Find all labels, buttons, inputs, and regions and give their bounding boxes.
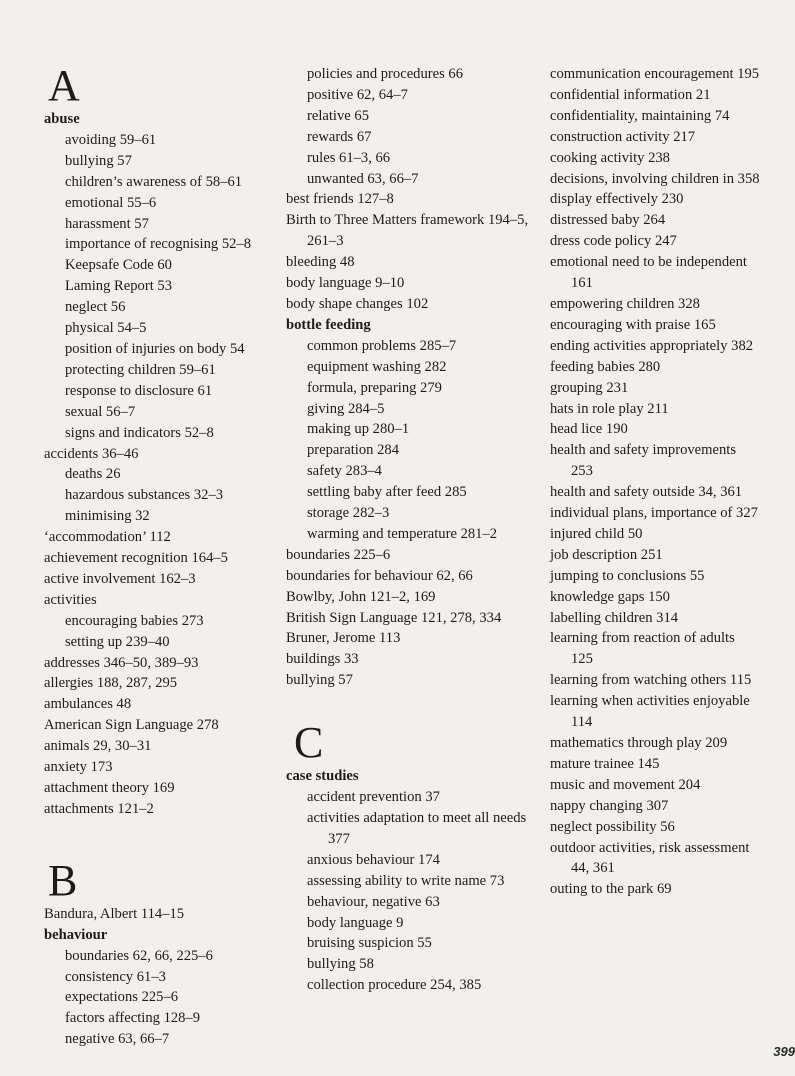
index-entry: individual plans, importance of 327 xyxy=(550,505,758,522)
index-entry: knowledge gaps 150 xyxy=(550,588,670,605)
index-entry: mathematics through play 209 xyxy=(550,735,728,751)
index-entry: head lice 190 xyxy=(550,421,628,438)
index-entry: Bandura, Albert 114–15 xyxy=(44,905,185,922)
index-subentry: sexual 56–7 xyxy=(65,403,136,420)
index-subentry: safety 283–4 xyxy=(307,463,382,480)
index-subentry: children’s awareness of 58–61 xyxy=(65,173,243,190)
index-subentry: neglect 56 xyxy=(65,299,126,316)
index-entry: dress code policy 247 xyxy=(550,233,677,250)
index-subentry: importance of recognising 52–8 xyxy=(65,236,252,253)
index-entry: learning when activities enjoyable 114 xyxy=(550,693,750,731)
index-entry: feeding babies 280 xyxy=(550,358,661,375)
index-subentry: setting up 239–40 xyxy=(65,633,170,650)
page-number: 399 xyxy=(773,1044,795,1059)
index-entry: American Sign Language 278 xyxy=(44,717,219,734)
index-entry: ambulances 48 xyxy=(44,696,132,713)
index-entry: nappy changing 307 xyxy=(550,797,669,814)
index-subentry: Keepsafe Code 60 xyxy=(65,257,172,274)
index-subentry: storage 282–3 xyxy=(307,505,390,522)
index-subentry: protecting children 59–61 xyxy=(65,361,216,378)
index-subentry: behaviour, negative 63 xyxy=(307,893,440,910)
section-spacer xyxy=(286,691,532,721)
index-entry: display effectively 230 xyxy=(550,191,684,208)
index-subentry: physical 54–5 xyxy=(65,320,147,337)
index-entry: body shape changes 102 xyxy=(286,295,429,312)
index-subentry: harassment 57 xyxy=(65,215,149,232)
index-entry: active involvement 162–3 xyxy=(44,570,196,587)
index-subentry: boundaries 62, 66, 225–6 xyxy=(65,947,213,964)
index-entry: hats in role play 211 xyxy=(550,400,669,417)
index-entry: cooking activity 238 xyxy=(550,149,670,166)
index-entry: boundaries 225–6 xyxy=(286,546,391,563)
index-heading: abuse xyxy=(44,111,80,127)
index-entry: best friends 127–8 xyxy=(286,191,394,208)
index-entry: decisions, involving children in 358 xyxy=(550,170,760,187)
index-entry: distressed baby 264 xyxy=(550,212,666,229)
index-subentry: preparation 284 xyxy=(307,442,399,459)
index-entry: boundaries for behaviour 62, 66 xyxy=(286,567,473,584)
index-column-2 xyxy=(286,64,532,996)
index-subentry: giving 284–5 xyxy=(307,400,385,417)
index-entry: learning from watching others 115 xyxy=(550,672,752,689)
index-entry: bullying 57 xyxy=(286,672,353,689)
index-entry: ending activities appropriately 382 xyxy=(550,337,754,354)
index-entry: ‘accommodation’ 112 xyxy=(44,529,171,546)
index-entry: anxiety 173 xyxy=(44,759,113,776)
index-subentry: expectations 225–6 xyxy=(65,989,179,1006)
index-entry: health and safety outside 34, 361 xyxy=(550,484,743,501)
index-subentry: Laming Report 53 xyxy=(65,278,173,295)
index-subentry: bruising suspicion 55 xyxy=(307,935,432,952)
index-entry: labelling children 314 xyxy=(550,609,679,626)
index-entry: animals 29, 30–31 xyxy=(44,738,152,755)
section-letter: B xyxy=(48,855,78,905)
section-letter: C xyxy=(294,718,324,768)
index-subentry: signs and indicators 52–8 xyxy=(65,424,214,441)
index-subentry: bullying 57 xyxy=(65,152,132,169)
index-subentry: accident prevention 37 xyxy=(307,789,440,806)
index-entry: construction activity 217 xyxy=(550,128,696,145)
index-subentry: factors affecting 128–9 xyxy=(65,1010,201,1027)
index-subentry: positive 62, 64–7 xyxy=(307,86,408,103)
index-entry: allergies 188, 287, 295 xyxy=(44,675,178,692)
index-entry: empowering children 328 xyxy=(550,295,700,312)
index-entry: jumping to conclusions 55 xyxy=(550,567,705,584)
index-entry: confidential information 21 xyxy=(550,86,711,103)
index-heading: case studies xyxy=(286,768,359,785)
section-letter: A xyxy=(48,61,80,110)
index-entry: buildings 33 xyxy=(286,651,359,668)
index-subentry: rewards 67 xyxy=(307,128,372,145)
index-subentry: encouraging babies 273 xyxy=(65,612,204,629)
index-column-1 xyxy=(44,61,280,1050)
index-subentry: hazardous substances 32–3 xyxy=(65,487,224,504)
index-entry: outdoor activities, risk assessment 44, 361 xyxy=(550,839,750,877)
index-entry: music and movement 204 xyxy=(550,776,701,793)
index-entry: confidentiality, maintaining 74 xyxy=(550,107,730,124)
section-spacer xyxy=(44,820,280,859)
index-subentry: activities adaptation to meet all needs 377 xyxy=(307,810,527,847)
index-heading: behaviour xyxy=(44,926,108,943)
index-entry: grouping 231 xyxy=(550,379,629,396)
index-entry: learning from reaction of adults 125 xyxy=(550,630,735,668)
index-subentry: making up 280–1 xyxy=(307,421,410,438)
index-subentry: position of injuries on body 54 xyxy=(65,340,245,357)
index-entry: injured child 50 xyxy=(550,525,643,542)
index-entry: bleeding 48 xyxy=(286,254,355,271)
index-entry: outing to the park 69 xyxy=(550,881,672,898)
index-subentry: minimising 32 xyxy=(65,508,150,525)
index-subentry: body language 9 xyxy=(307,914,404,931)
index-entry: neglect possibility 56 xyxy=(550,818,675,835)
index-column-3 xyxy=(550,64,760,900)
index-entry: addresses 346–50, 389–93 xyxy=(44,654,199,671)
index-entry: accidents 36–46 xyxy=(44,445,139,462)
index-subentry: relative 65 xyxy=(307,107,369,124)
index-entry: attachment theory 169 xyxy=(44,780,175,796)
index-subentry: warming and temperature 281–2 xyxy=(307,525,498,542)
index-entry: activities xyxy=(44,591,97,608)
index-subentry: formula, preparing 279 xyxy=(307,379,442,396)
index-subentry: anxious behaviour 174 xyxy=(307,851,440,868)
index-subentry: equipment washing 282 xyxy=(307,358,447,375)
index-entry: encouraging with praise 165 xyxy=(550,316,716,333)
index-subentry: common problems 285–7 xyxy=(307,337,457,354)
index-entry: communication encouragement 195 xyxy=(550,66,760,82)
index-subentry: assessing ability to write name 73 xyxy=(307,872,505,889)
index-entry: achievement recognition 164–5 xyxy=(44,550,228,567)
index-subentry: deaths 26 xyxy=(65,466,121,483)
index-subentry: consistency 61–3 xyxy=(65,968,166,985)
index-entry: health and safety improvements 253 xyxy=(550,442,737,480)
index-entry: attachments 121–2 xyxy=(44,800,154,817)
index-entry: British Sign Language 121, 278, 334 xyxy=(286,609,502,626)
index-entry: Birth to Three Matters framework 194–5, 261–3 xyxy=(286,212,529,250)
index-subentry: emotional 55–6 xyxy=(65,194,157,211)
index-subentry: unwanted 63, 66–7 xyxy=(307,170,419,187)
index-entry: job description 251 xyxy=(550,546,663,563)
index-subentry: negative 63, 66–7 xyxy=(65,1031,170,1048)
index-entry: Bruner, Jerome 113 xyxy=(286,630,401,647)
index-subentry: settling baby after feed 285 xyxy=(307,484,467,501)
index-entry: emotional need to be independent 161 xyxy=(550,254,747,292)
index-entry: mature trainee 145 xyxy=(550,755,660,772)
index-subentry: collection procedure 254, 385 xyxy=(307,977,482,994)
index-subentry: policies and procedures 66 xyxy=(307,66,464,82)
index-heading: bottle feeding xyxy=(286,316,371,333)
index-subentry: rules 61–3, 66 xyxy=(307,149,391,166)
index-entry: body language 9–10 xyxy=(286,275,405,292)
index-subentry: response to disclosure 61 xyxy=(65,382,213,399)
index-subentry: avoiding 59–61 xyxy=(65,131,157,148)
index-subentry: bullying 58 xyxy=(307,956,374,973)
index-entry: Bowlby, John 121–2, 169 xyxy=(286,588,436,605)
